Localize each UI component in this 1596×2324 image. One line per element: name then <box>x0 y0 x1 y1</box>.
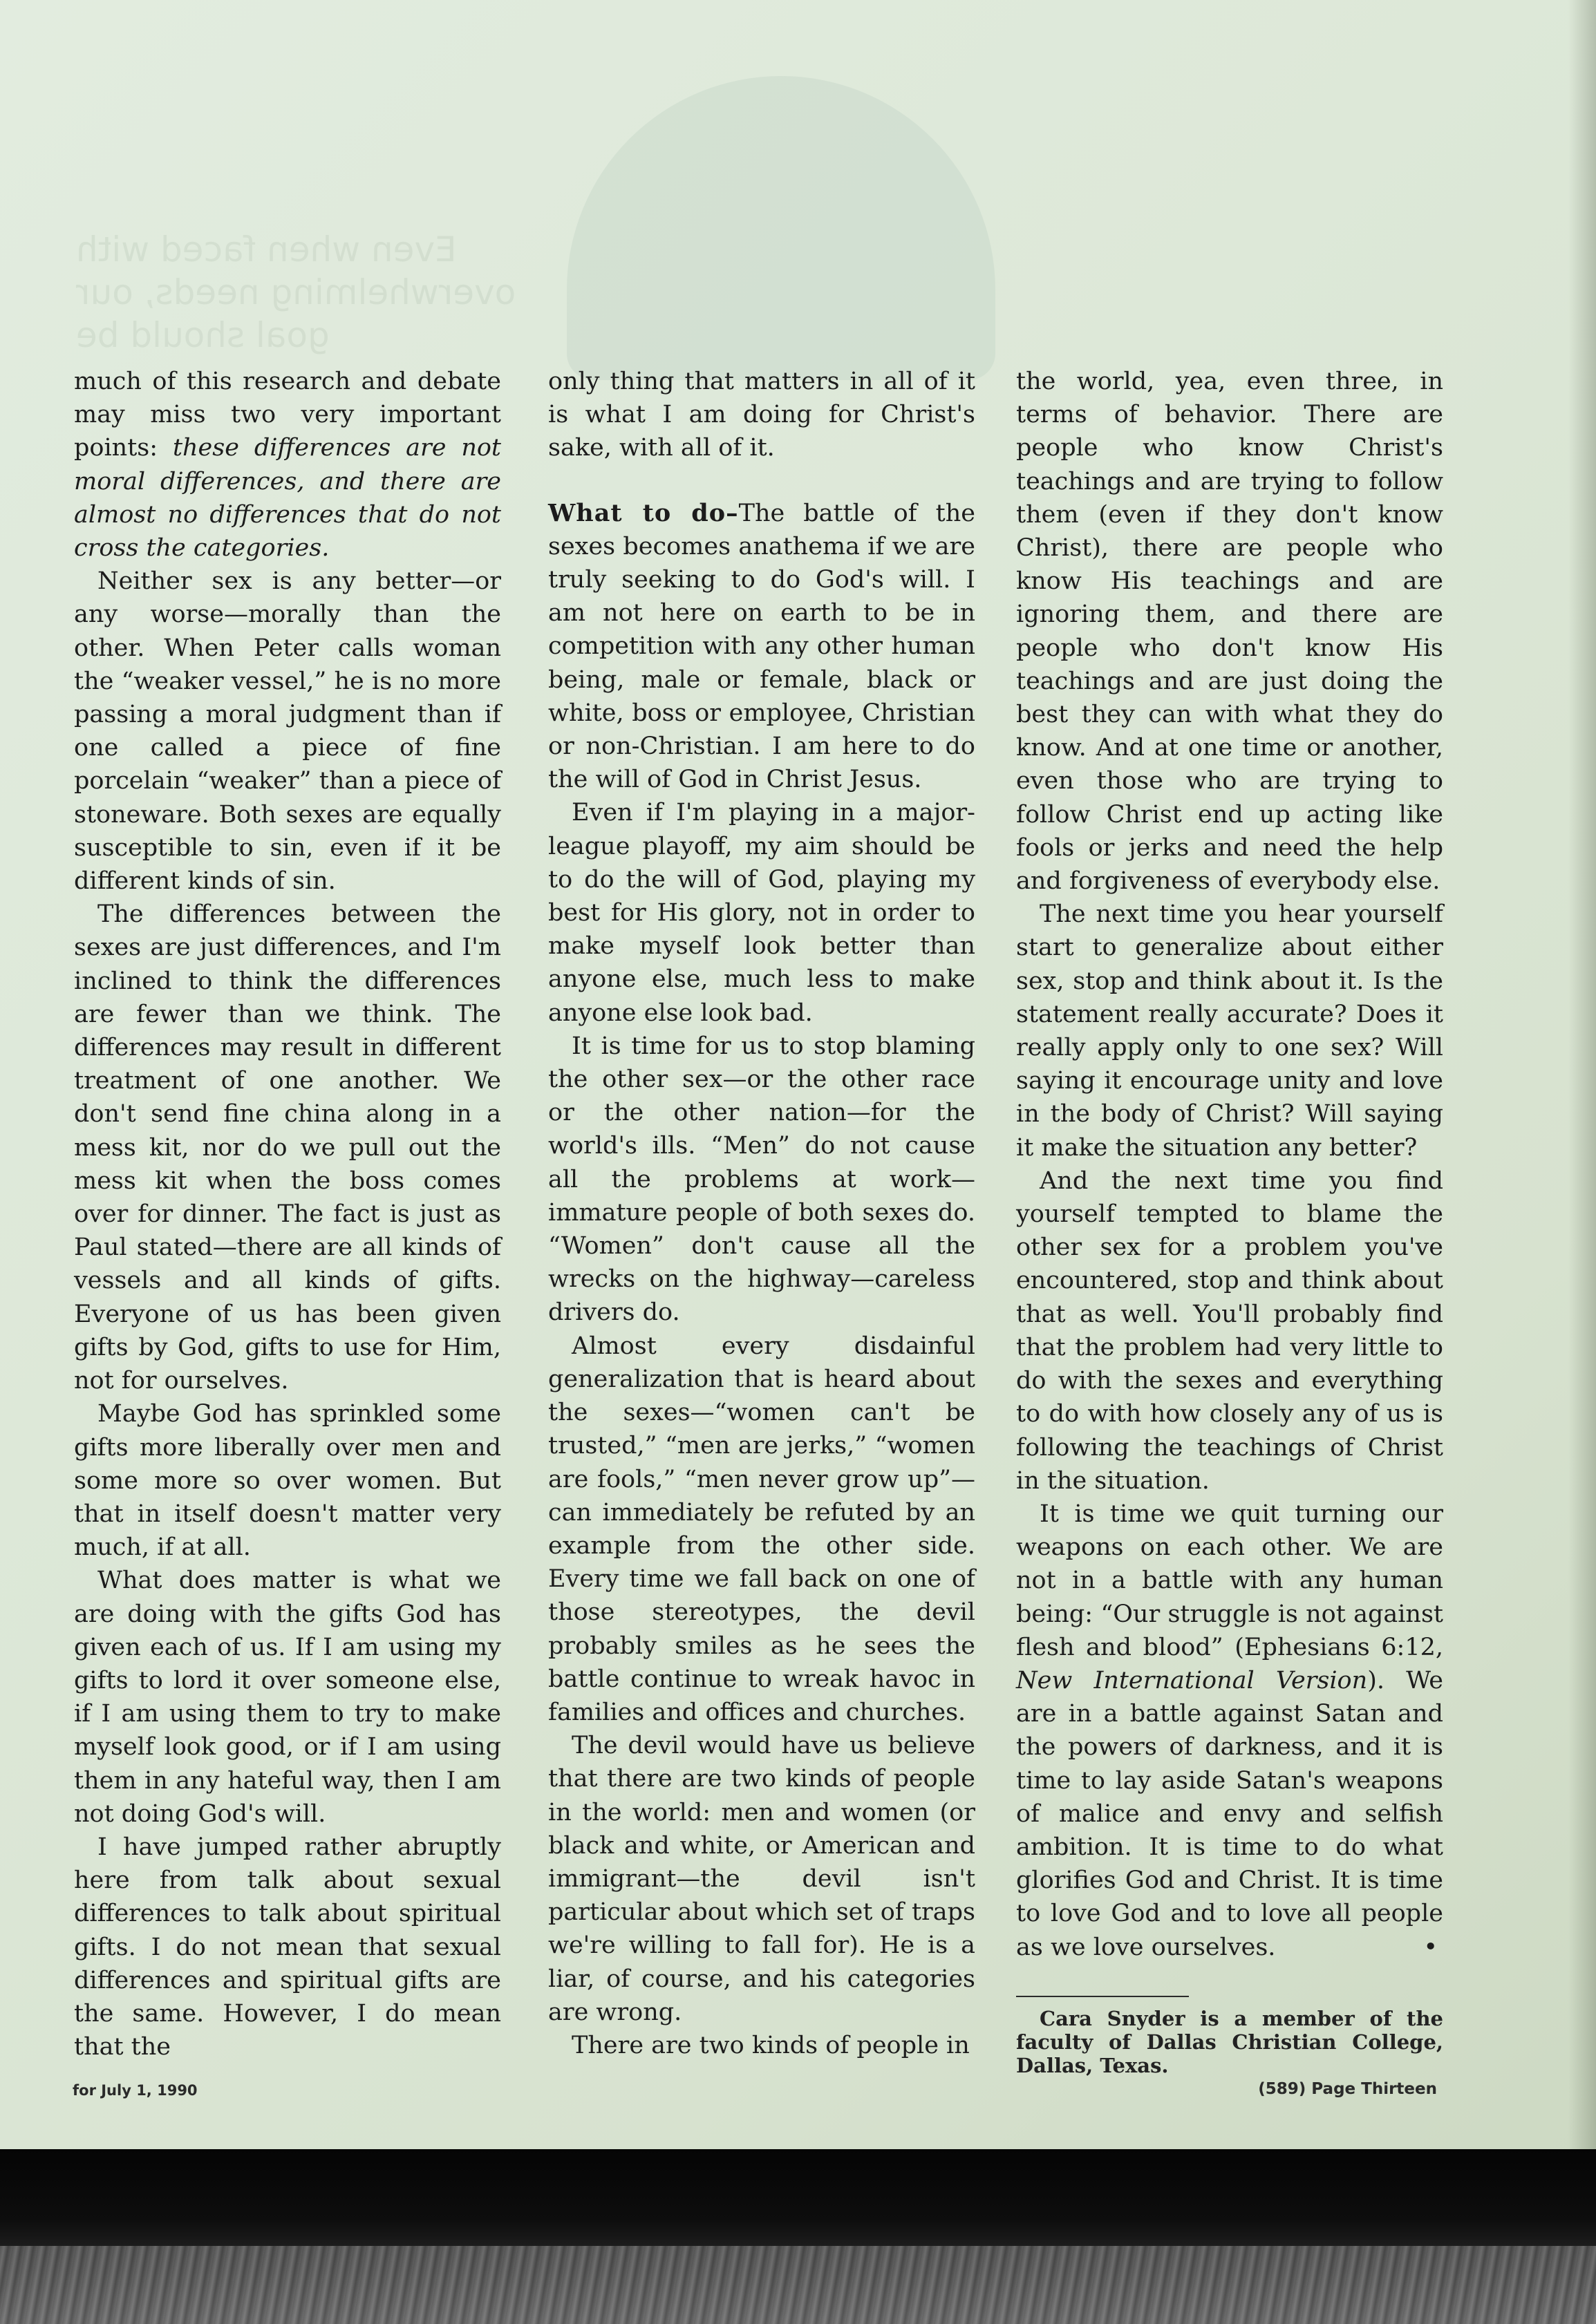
page-edge-shadow <box>1568 0 1596 2149</box>
author-bio: Cara Snyder is a member of the faculty of Dallas Christian College, Dallas, Texas. <box>1016 2006 1443 2077</box>
paragraph: Even if I'm playing in a major-league playoff, my aim should be to do the will of God, playing my best for His glory, not in order to make myself look better than anyone else, much less to make anyone else look bad. <box>548 799 975 1027</box>
end-of-article-mark: • <box>1423 1933 1438 1961</box>
paragraph: There are two kinds of people in <box>572 2031 970 2059</box>
fabric-texture <box>0 2246 1596 2324</box>
issue-date: for July 1, 1990 <box>73 2082 198 2099</box>
paragraph-text: The battle of the sexes becomes anathema if we are truly seeking to do God's will. I am not here on earth to be in competition with any other human being, male or female, black or white, boss or employee, Christian or non-Christian. I am here to do the will of God in Christ Jesus. <box>548 499 975 794</box>
paragraph: Neither sex is any better—or any worse—morally than the other. When Peter calls woman the “weaker vessel,” he is no more passing a moral judgment than if one called a piece of fine porcelain “weaker” than a piece of stoneware. Both sexes are equally susceptible to sin, even if it be different kinds of sin. <box>74 567 501 896</box>
paragraph: And the next time you find yourself tempted to blame the other sex for a problem you've encountered, stop and think about that as well. You'll probably find that the problem had very little to do with the sexes and everything to do with how closely any of us is following the teachings of Christ in the situation. <box>1016 1166 1443 1495</box>
text-column-3 <box>1016 365 1443 2077</box>
bio-divider <box>1016 1996 1189 1997</box>
show-through-pullquote: Even when faced with overwhelming needs, our goal should be <box>76 229 516 355</box>
paragraph: What does matter is what we are doing with the gifts God has given each of us. If I am using my gifts to lord it over someone else, if I am using them to try to make myself look good, or if I am using them in any hateful way, then I am not doing God's will. <box>74 1567 501 1828</box>
paragraph: I have jumped rather abruptly here from talk about sexual differences to talk about spiritual gifts. I do not mean that sexual differences and spiritual gifts are the same. However, I do mean that the <box>74 1833 501 2061</box>
paragraph-text: much of this research and debate may miss two very important points: <box>74 368 501 462</box>
paragraph: Maybe God has sprinkled some gifts more liberally over men and some more so over women. But that in itself doesn't matter very much, if at all. <box>74 1400 501 1562</box>
paragraph: It is time for us to stop blaming the other sex—or the other race or the other nation—for the world's ills. “Men” do not cause all the problems at work—immature people of both sexes do. “Women” don't cause all the wrecks on the highway—careless drivers do. <box>548 1032 975 1327</box>
faded-illustration <box>567 76 995 380</box>
page-number: (589) Page Thirteen <box>1258 2080 1437 2098</box>
italic-emphasis: these differences are not moral differences, and there are almost no differences that do not cross the categories. <box>74 434 501 563</box>
paragraph: The devil would have us believe that there are two kinds of people in the world: men and women (or black and white, or American and immigrant—the devil isn't particular about which set of traps we're willing to fall for). He is a liar, of course, and his categories are wrong. <box>548 1732 975 2026</box>
paragraph <box>1016 1498 1443 1964</box>
paragraph <box>74 365 501 565</box>
paragraph: The differences between the sexes are just differences, and I'm inclined to think the differences are fewer than we think. The differences may result in different treatment of one another. We don't send fine china along in a mess kit, nor do we pull out the mess kit when the boss comes over for dinner. The fact is just as Paul stated—there are all kinds of vessels and all kinds of gifts. Everyone of us has been given gifts by God, gifts to use for Him, not for ourselves. <box>74 900 501 1395</box>
section-heading: What to do– <box>548 498 739 527</box>
text-column-1 <box>74 365 501 2063</box>
paragraph: the world, yea, even three, in terms of behavior. There are people who know Christ's teachings and are trying to follow them (even if they don't know Christ), there are people who know His teachings and are ignoring them, and there are people who don't know His teachings and are just doing the best they can with what they do know. And at one time or another, even those who are trying to follow Christ end up acting like fools or jerks and need the help and forgiveness of everybody else. <box>1016 368 1443 896</box>
paragraph: only thing that matters in all of it is what I am doing for Christ's sake, with all of it. <box>548 368 975 462</box>
italic-citation: New International Version <box>1016 1666 1368 1694</box>
paragraph: Almost every disdainful generalization that is heard about the sexes—“women can't be trusted,” “men are jerks,” “women are fools,” “men never grow up”—can immediately be refuted by an example from the other side. Every time we fall back on one of those stereotypes, the devil probably smiles as he sees the battle continue to wreak havoc in families and offices and churches. <box>548 1332 975 1726</box>
text-column-2 <box>548 365 975 2062</box>
paragraph: The next time you hear yourself start to generalize about either sex, stop and think about it. Is the statement really accurate? Does it really apply only to one sex? Will saying it encourage unity and love in the body of Christ? Will saying it make the situation any better? <box>1016 900 1443 1162</box>
paragraph-text: ). We are in a battle against Satan and the powers of darkness, and it is time to lay aside Satan's weapons of malice and envy and selfish ambition. It is time to do what glorifies God and Christ. It is time to love God and to love all people as we love ourselves. <box>1016 1666 1443 1961</box>
section-paragraph <box>548 497 975 797</box>
paragraph-text: It is time we quit turning our weapons on each other. We are not in a battle with any human being: “Our struggle is not against flesh and blood” (Ephesians 6:12, <box>1016 1500 1443 1661</box>
